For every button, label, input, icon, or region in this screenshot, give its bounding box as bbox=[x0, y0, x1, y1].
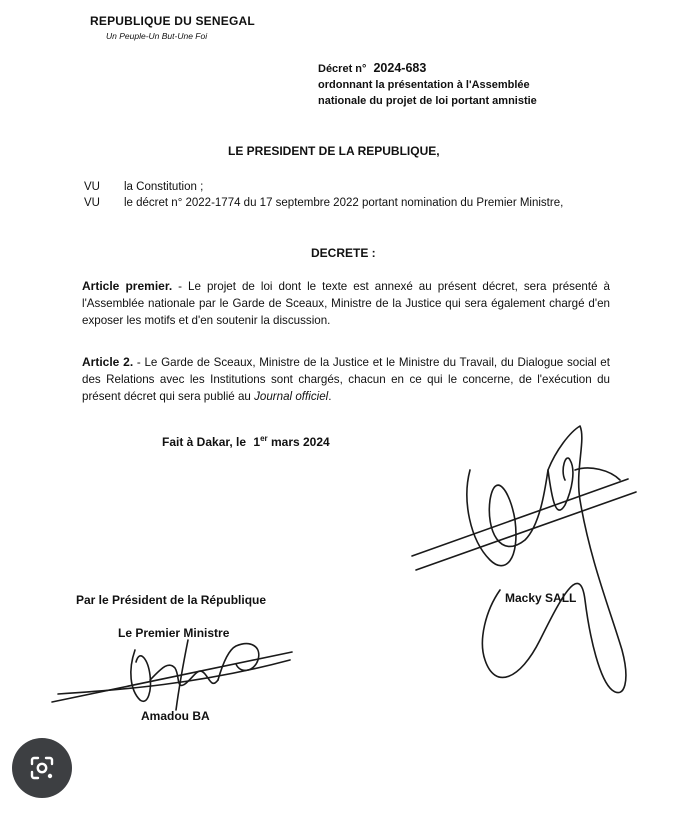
decree-title-line1: ordonnant la présentation à l'Assemblée bbox=[318, 79, 530, 91]
decree-number: 2024-683 bbox=[373, 61, 427, 75]
article-title: Article premier. bbox=[82, 279, 173, 293]
signing-place: Fait à Dakar, le bbox=[162, 435, 247, 449]
vu-label: VU bbox=[84, 181, 100, 193]
article-text: - Le Garde de Sceaux, Ministre de la Justice et le Ministre du Travail, du Dialogue social et des Relations avec les Institutions sont chargés, chacun en ce qui le concerne, de l'exécution du présent décret qui sera publié au bbox=[82, 356, 610, 403]
journal-officiel: Journal officiel bbox=[254, 390, 329, 403]
prime-minister-title: Le Premier Ministre bbox=[118, 626, 230, 640]
header-country: REPUBLIQUE DU SENEGAL bbox=[90, 14, 255, 28]
president-signature bbox=[412, 426, 636, 693]
article-end: . bbox=[328, 390, 332, 403]
lens-search-icon bbox=[28, 754, 56, 782]
prime-minister-signature bbox=[52, 640, 292, 710]
decrete-heading: DECRETE : bbox=[311, 246, 376, 260]
lens-search-button[interactable] bbox=[12, 738, 72, 798]
decree-title-line2: nationale du projet de loi portant amnistie bbox=[318, 95, 537, 107]
signing-month-year: mars 2024 bbox=[270, 435, 330, 449]
article-title: Article 2. bbox=[82, 355, 134, 369]
signing-day: 1 bbox=[253, 435, 261, 449]
vu-text: la Constitution ; bbox=[124, 181, 204, 193]
vu-label: VU bbox=[84, 197, 100, 209]
article-text: - Le projet de loi dont le texte est annexé au présent décret, sera présenté à l'Assemblée nationale par le Garde de Sceaux, Ministre de la Justice qui sera également chargé d'en exposer les motifs et d'en soutenir la discussion. bbox=[82, 280, 610, 327]
prime-minister-name: Amadou BA bbox=[141, 709, 210, 723]
decree-prefix: Décret n° bbox=[318, 63, 367, 75]
president-heading: LE PRESIDENT DE LA REPUBLIQUE, bbox=[228, 144, 440, 158]
president-name: Macky SALL bbox=[505, 591, 577, 605]
signing-day-suffix: er bbox=[260, 434, 268, 443]
header-motto: Un Peuple-Un But-Une Foi bbox=[106, 31, 208, 41]
by-order-of-president: Par le Président de la République bbox=[76, 593, 267, 607]
vu-text: le décret n° 2022-1774 du 17 septembre 2022 portant nomination du Premier Ministre, bbox=[124, 197, 564, 209]
